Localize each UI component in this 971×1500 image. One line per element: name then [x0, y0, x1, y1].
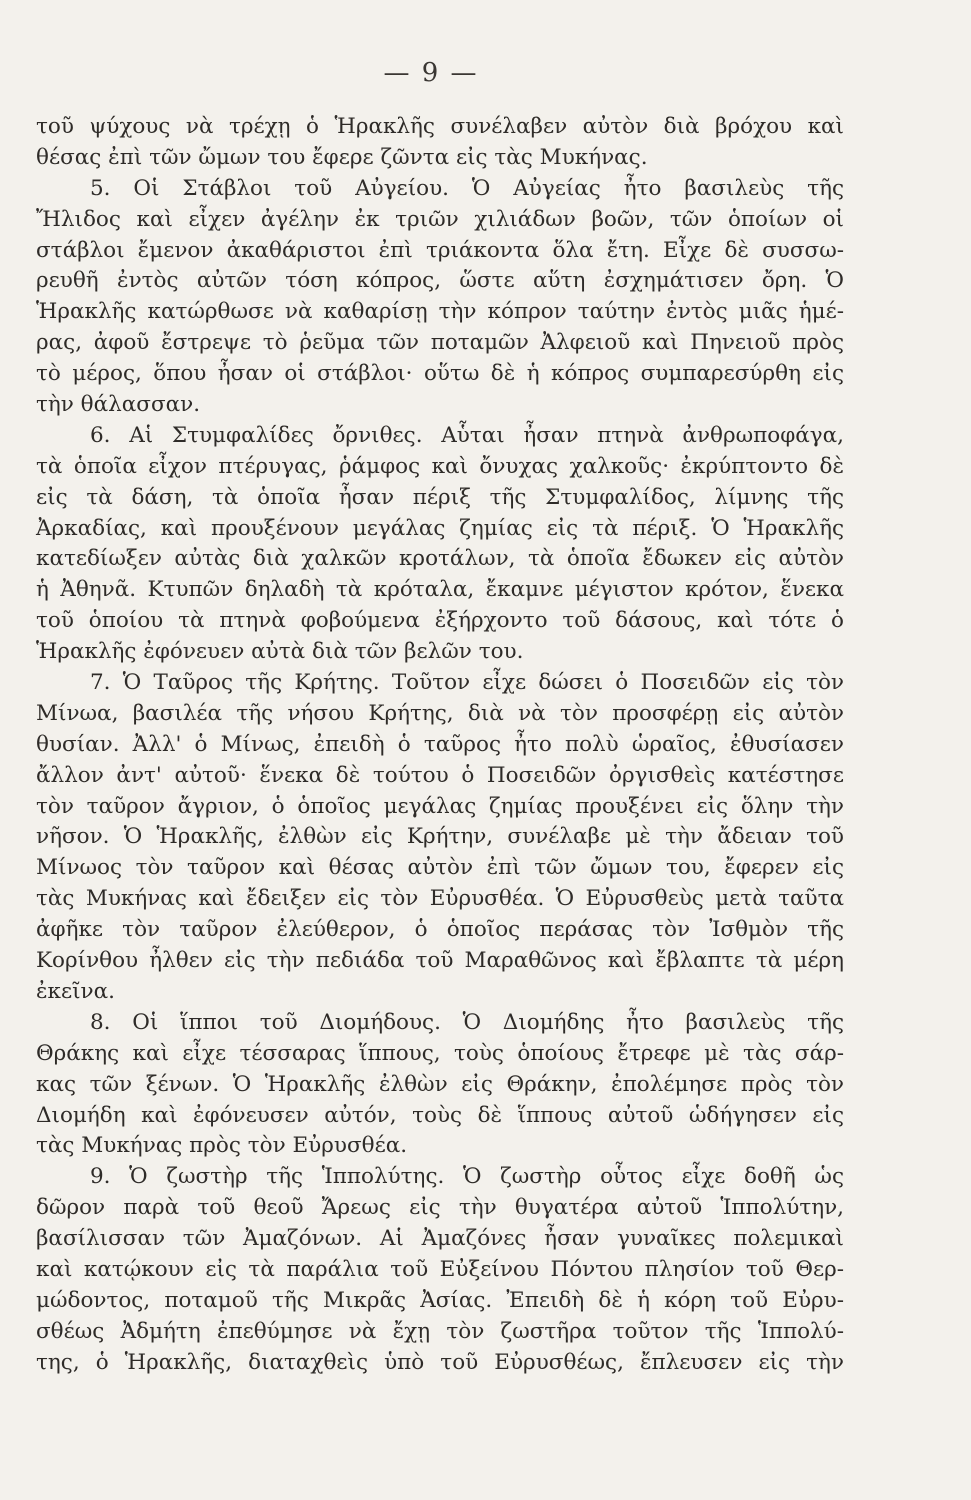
text-line: Ἡρακλῆς κατώρθωσε νὰ καθαρίσῃ τὴν κόπρον ταύτην ἐντὸς μιᾶς ἡμέ- — [36, 299, 844, 325]
text-line: ἐκεῖνα. — [36, 978, 115, 1004]
body-text — [36, 112, 844, 1379]
text-line: Ἀρκαδίας, καὶ προυξένουν μεγάλας ζημίας εἰς τὰ πέριξ. Ὁ Ἡρακλῆς — [36, 515, 844, 541]
text-line: κας τῶν ξένων. Ὁ Ἡρακλῆς ἐλθὼν εἰς Θράκην, ἐπολέμησε πρὸς τὸν — [36, 1071, 844, 1097]
text-line: Διομήδη καὶ ἐφόνευσεν αὐτόν, τοὺς δὲ ἵππους αὐτοῦ ὡδήγησεν εἰς — [36, 1102, 844, 1128]
text-line: μώδοντος, ποταμοῦ τῆς Μικρᾶς Ἀσίας. Ἐπειδὴ δὲ ἡ κόρη τοῦ Εὐρυ- — [36, 1287, 844, 1313]
text-line: τὰς Μυκήνας πρὸς τὸν Εὐρυσθέα. — [36, 1133, 408, 1159]
section-heading-line: 7. Ὁ Ταῦρος τῆς Κρήτης. Τοῦτον εἶχε δώσει ὁ Ποσειδῶν εἰς τὸν — [90, 670, 844, 696]
text-line: σθέως Ἀδμήτη ἐπεθύμησε νὰ ἔχῃ τὸν ζωστῆρα τοῦτον τῆς Ἱππολύ- — [36, 1318, 844, 1344]
text-line: της, ὁ Ἡρακλῆς, διαταχθεὶς ὑπὸ τοῦ Εὐρυσθέως, ἔπλευσεν εἰς τὴν — [36, 1349, 844, 1375]
text-line: τὰς Μυκήνας καὶ ἔδειξεν εἰς τὸν Εὐρυσθέα. Ὁ Εὐρυσθεὺς μετὰ ταῦτα — [36, 886, 844, 912]
text-line: ἡ Ἀθηνᾶ. Κτυπῶν δηλαδὴ τὰ κρόταλα, ἔκαμνε μέγιστον κρότον, ἕνεκα — [36, 577, 844, 603]
section-heading-line: 8. Οἱ ἵπποι τοῦ Διομήδους. Ὁ Διομήδης ἦτο βασιλεὺς τῆς — [90, 1009, 844, 1035]
text-line: ἀφῆκε τὸν ταῦρον ἐλεύθερον, ὁ ὁποῖος περάσας τὸν Ἰσθμὸν τῆς — [36, 917, 844, 943]
text-line: νῆσον. Ὁ Ἡρακλῆς, ἐλθὼν εἰς Κρήτην, συνέλαβε μὲ τὴν ἄδειαν τοῦ — [36, 824, 844, 850]
text-line: καὶ κατῴκουν εἰς τὰ παράλια τοῦ Εὐξείνου Πόντου πλησίον τοῦ Θερ- — [36, 1256, 844, 1282]
text-line: τὸν ταῦρον ἄγριον, ὁ ὁποῖος μεγάλας ζημίας προυξένει εἰς ὅλην τὴν — [36, 793, 844, 819]
text-line: τὴν θάλασσαν. — [36, 392, 201, 418]
text-line: θέσας ἐπὶ τῶν ὤμων του ἔφερε ζῶντα εἰς τὰς Μυκήνας. — [36, 144, 648, 170]
text-line: Μίνωος τὸν ταῦρον καὶ θέσας αὐτὸν ἐπὶ τῶν ὤμων του, ἔφερεν εἰς — [36, 855, 844, 881]
text-line: εἰς τὰ δάση, τὰ ὁποῖα ἦσαν πέριξ τῆς Στυμφαλίδος, λίμνης τῆς — [36, 484, 844, 510]
page-number: — 9 — — [383, 58, 479, 88]
text-line: ρας, ἀφοῦ ἔστρεψε τὸ ῥεῦμα τῶν ποταμῶν Ἀλφειοῦ καὶ Πηνειοῦ πρὸς — [36, 330, 844, 356]
text-line: τὸ μέρος, ὅπου ἦσαν οἱ στάβλοι· οὕτω δὲ ἡ κόπρος συμπαρεσύρθη εἰς — [36, 361, 844, 387]
text-line: θυσίαν. Ἀλλ' ὁ Μίνως, ἐπειδὴ ὁ ταῦρος ἦτο πολὺ ὡραῖος, ἐθυσίασεν — [36, 731, 844, 757]
text-line: Κορίνθου ἦλθεν εἰς τὴν πεδιάδα τοῦ Μαραθῶνος καὶ ἔβλαπτε τὰ μέρη — [36, 948, 844, 974]
section-heading-line: 5. Οἱ Στάβλοι τοῦ Αὐγείου. Ὁ Αὐγείας ἦτο βασιλεὺς τῆς — [90, 175, 844, 201]
text-line: Θράκης καὶ εἶχε τέσσαρας ἵππους, τοὺς ὁποίους ἔτρεφε μὲ τὰς σάρ- — [36, 1040, 844, 1066]
text-line: Μίνωα, βασιλέα τῆς νήσου Κρήτης, διὰ νὰ τὸν προσφέρῃ εἰς αὐτὸν — [36, 700, 844, 726]
text-line: βασίλισσαν τῶν Ἀμαζόνων. Αἱ Ἀμαζόνες ἦσαν γυναῖκες πολεμικαὶ — [36, 1226, 844, 1252]
section-heading-line: 9. Ὁ ζωστὴρ τῆς Ἱππολύτης. Ὁ ζωστὴρ οὗτος εἶχε δοθῆ ὡς — [90, 1164, 844, 1190]
text-line: κατεδίωξεν αὐτὰς διὰ χαλκῶν κροτάλων, τὰ ὁποῖα ἔδωκεν εἰς αὐτὸν — [36, 546, 844, 572]
section-heading-line: 6. Αἱ Στυμφαλίδες ὄρνιθες. Αὗται ἦσαν πτηνὰ ἀνθρωποφάγα, — [90, 422, 844, 448]
text-line: ἄλλον ἀντ' αὐτοῦ· ἕνεκα δὲ τούτου ὁ Ποσειδῶν ὀργισθεὶς κατέστησε — [36, 762, 844, 788]
text-line: τὰ ὁποῖα εἶχον πτέρυγας, ῥάμφος καὶ ὄνυχας χαλκοῦς· ἐκρύπτοντο δὲ — [36, 453, 844, 479]
text-line: δῶρον παρὰ τοῦ θεοῦ Ἄρεως εἰς τὴν θυγατέρα αὐτοῦ Ἱππολύτην, — [36, 1195, 844, 1221]
text-line: Ἤλιδος καὶ εἶχεν ἀγέλην ἐκ τριῶν χιλιάδων βοῶν, τῶν ὁποίων οἱ — [36, 206, 844, 232]
text-line: τοῦ ψύχους νὰ τρέχῃ ὁ Ἡρακλῆς συνέλαβεν αὐτὸν διὰ βρόχου καὶ — [36, 114, 844, 139]
text-line: Ἡρακλῆς ἐφόνευεν αὐτὰ διὰ τῶν βελῶν του. — [36, 639, 524, 665]
text-line: στάβλοι ἔμενον ἀκαθάριστοι ἐπὶ τριάκοντα ὅλα ἔτη. Εἶχε δὲ συσσω- — [36, 237, 844, 263]
text-line: τοῦ ὁποίου τὰ πτηνὰ φοβούμενα ἐξήρχοντο τοῦ δάσους, καὶ τότε ὁ — [36, 608, 844, 634]
text-line: ρευθῆ ἐντὸς αὐτῶν τόση κόπρος, ὥστε αὕτη ἐσχημάτισεν ὄρη. Ὁ — [36, 268, 844, 294]
